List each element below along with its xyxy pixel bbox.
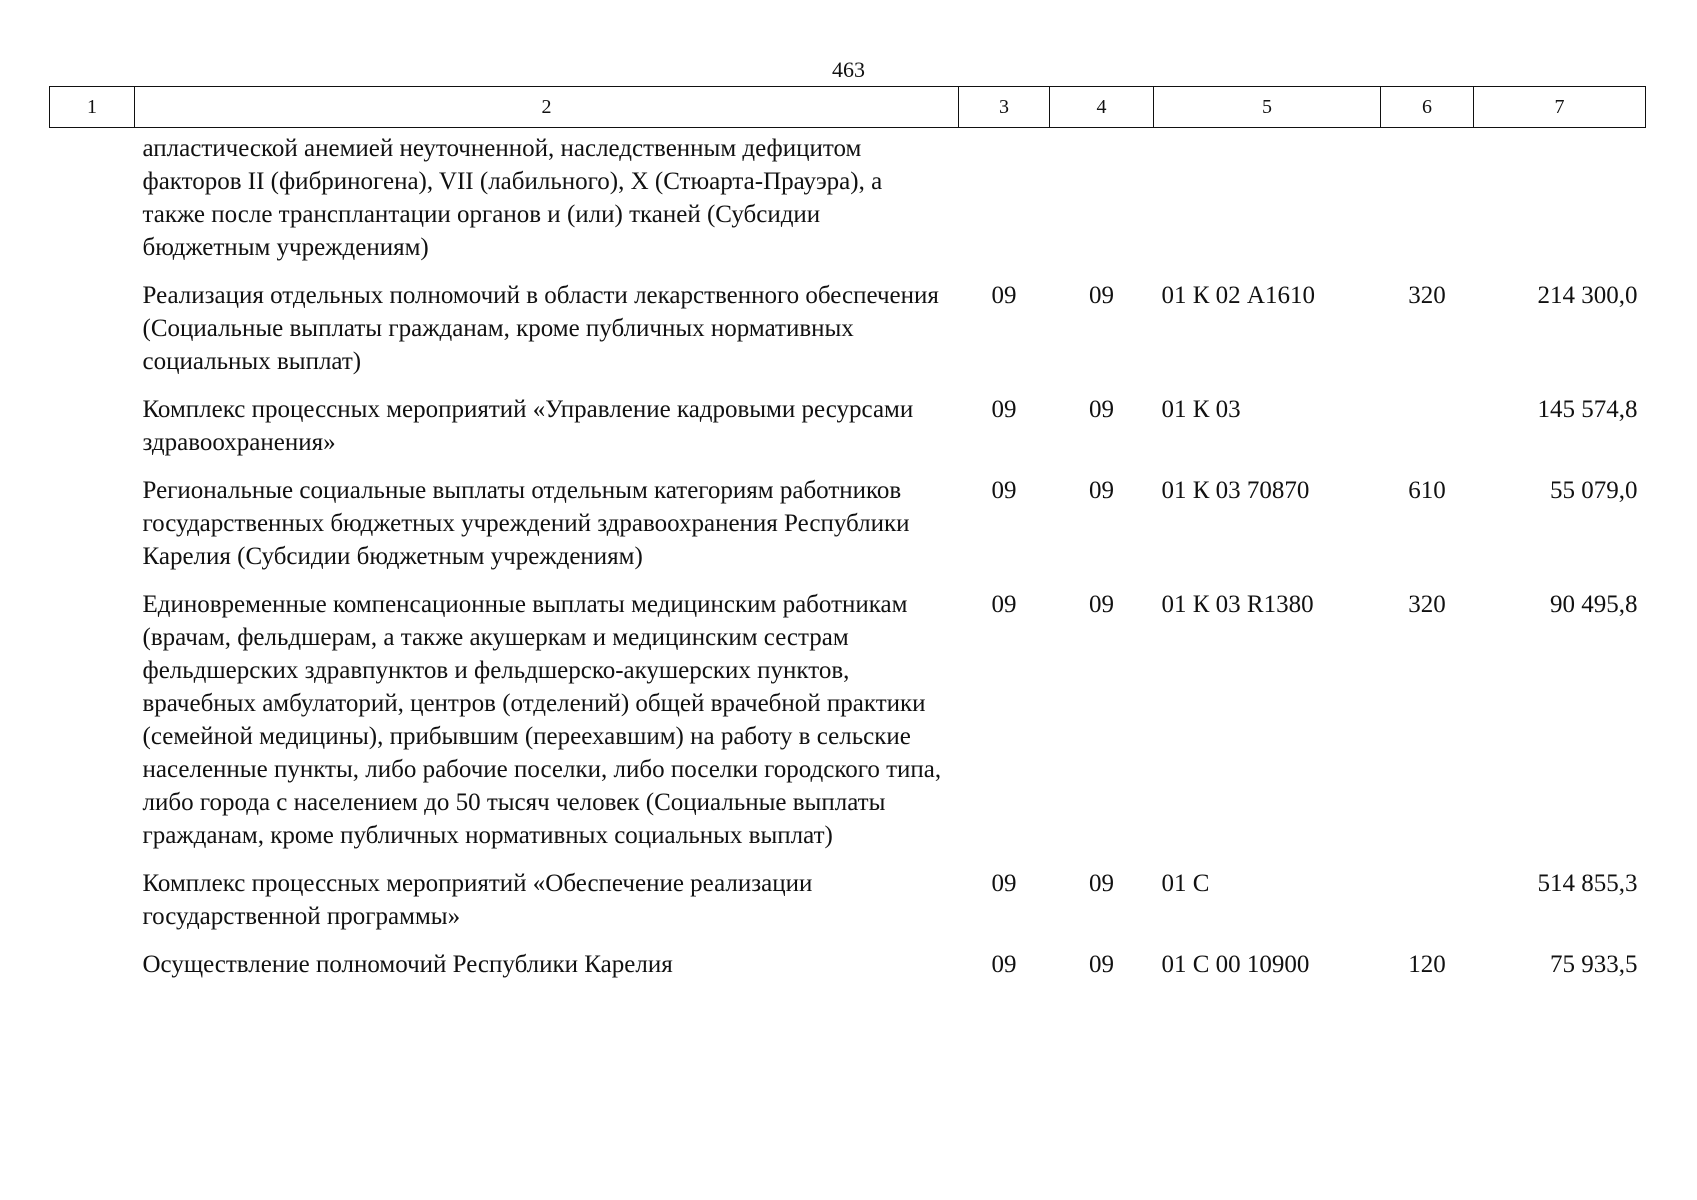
row-name: Комплекс процессных мероприятий «Обеспечение реализации государственной программы» xyxy=(142,870,813,930)
row-name: Реализация отдельных полномочий в области лекарственного обеспечения (Социальные выплаты гражданам, кроме публичных нормативных социальных выплат) xyxy=(142,282,939,375)
column-header-5: 5 xyxy=(1154,87,1381,128)
row-number-cell xyxy=(50,474,135,588)
row-section: 09 xyxy=(991,951,1017,978)
row-subsection: 09 xyxy=(1089,396,1114,423)
row-subsection: 09 xyxy=(1089,951,1114,978)
row-amount: 75 933,5 xyxy=(1550,951,1638,978)
row-expense-type xyxy=(1381,393,1474,474)
row-section: 09 xyxy=(991,282,1017,309)
row-section: 09 xyxy=(991,396,1017,423)
row-number-cell xyxy=(50,279,135,393)
row-expense-type: 320 xyxy=(1408,591,1446,618)
column-header-4: 4 xyxy=(1050,87,1154,128)
row-expense-type xyxy=(1381,128,1474,280)
row-subsection: 09 xyxy=(1089,282,1114,309)
row-section xyxy=(959,128,1050,280)
row-name: Комплекс процессных мероприятий «Управление кадровыми ресурсами здравоохранения» xyxy=(142,396,914,456)
row-number-cell xyxy=(50,948,135,996)
row-number-cell xyxy=(50,867,135,948)
row-code: 01 К 03 70870 xyxy=(1161,477,1310,504)
row-code: 01 К 02 А1610 xyxy=(1161,282,1315,309)
row-amount: 145 574,8 xyxy=(1537,396,1638,423)
row-name: Региональные социальные выплаты отдельным категориям работников государственных бюджетных учреждений здравоохранения Республики Карелия (Субсидии бюджетным учреждениям) xyxy=(142,477,910,570)
table-header xyxy=(50,87,1646,128)
table-row xyxy=(50,867,1646,948)
row-name: Единовременные компенсационные выплаты медицинским работникам (врачам, фельдшерам, а также акушеркам и медицинским сестрам фельдшерских здравпунктов и фельдшерско-акушерских пунктов, врачебных амбулаторий, центров (отделений) общей врачебной практики (семейной медицины), прибывшим (переехавшим) на работу в сельские населенные пункты, либо рабочие поселки, либо поселки городского типа, либо города с населением до 50 тысяч человек (Социальные выплаты гражданам, кроме публичных нормативных социальных выплат) xyxy=(142,591,942,849)
column-header-2: 2 xyxy=(135,87,959,128)
row-number-cell xyxy=(50,393,135,474)
table-body xyxy=(50,128,1646,997)
row-code: 01 С xyxy=(1161,870,1210,897)
column-header-6: 6 xyxy=(1381,87,1474,128)
table-row xyxy=(50,279,1646,393)
header-row xyxy=(50,87,1646,128)
row-amount: 90 495,8 xyxy=(1550,591,1638,618)
row-amount xyxy=(1474,128,1646,280)
row-expense-type: 320 xyxy=(1408,282,1446,309)
row-amount: 214 300,0 xyxy=(1537,282,1638,309)
table-row xyxy=(50,474,1646,588)
row-expense-type: 120 xyxy=(1408,951,1446,978)
row-subsection xyxy=(1050,128,1154,280)
row-number-cell xyxy=(50,588,135,867)
row-subsection: 09 xyxy=(1089,477,1114,504)
row-section: 09 xyxy=(991,870,1017,897)
row-subsection: 09 xyxy=(1089,870,1114,897)
column-header-3: 3 xyxy=(959,87,1050,128)
row-subsection: 09 xyxy=(1089,591,1114,618)
row-code xyxy=(1154,128,1381,280)
column-header-7: 7 xyxy=(1474,87,1646,128)
row-section: 09 xyxy=(991,477,1017,504)
table-row xyxy=(50,948,1646,996)
table-row xyxy=(50,393,1646,474)
row-expense-type: 610 xyxy=(1408,477,1446,504)
table-row xyxy=(50,588,1646,867)
row-expense-type xyxy=(1381,867,1474,948)
row-name: апластической анемией неуточненной, наследственным дефицитом факторов II (фибриногена), VII (лабильного), X (Стюарта-Прауэра), а также после трансплантации органов и (или) тканей (Субсидии бюджетным учреждениям) xyxy=(142,135,883,261)
row-number-cell xyxy=(50,128,135,280)
budget-table xyxy=(49,86,1646,996)
page-number: 463 xyxy=(832,57,865,82)
row-amount: 514 855,3 xyxy=(1537,870,1638,897)
column-header-1: 1 xyxy=(50,87,135,128)
row-amount: 55 079,0 xyxy=(1550,477,1638,504)
row-name: Осуществление полномочий Республики Карелия xyxy=(142,951,673,978)
row-code: 01 К 03 xyxy=(1161,396,1241,423)
row-code: 01 С 00 10900 xyxy=(1161,951,1310,978)
row-section: 09 xyxy=(991,591,1017,618)
row-code: 01 К 03 R1380 xyxy=(1161,591,1314,618)
table-row xyxy=(50,128,1646,280)
